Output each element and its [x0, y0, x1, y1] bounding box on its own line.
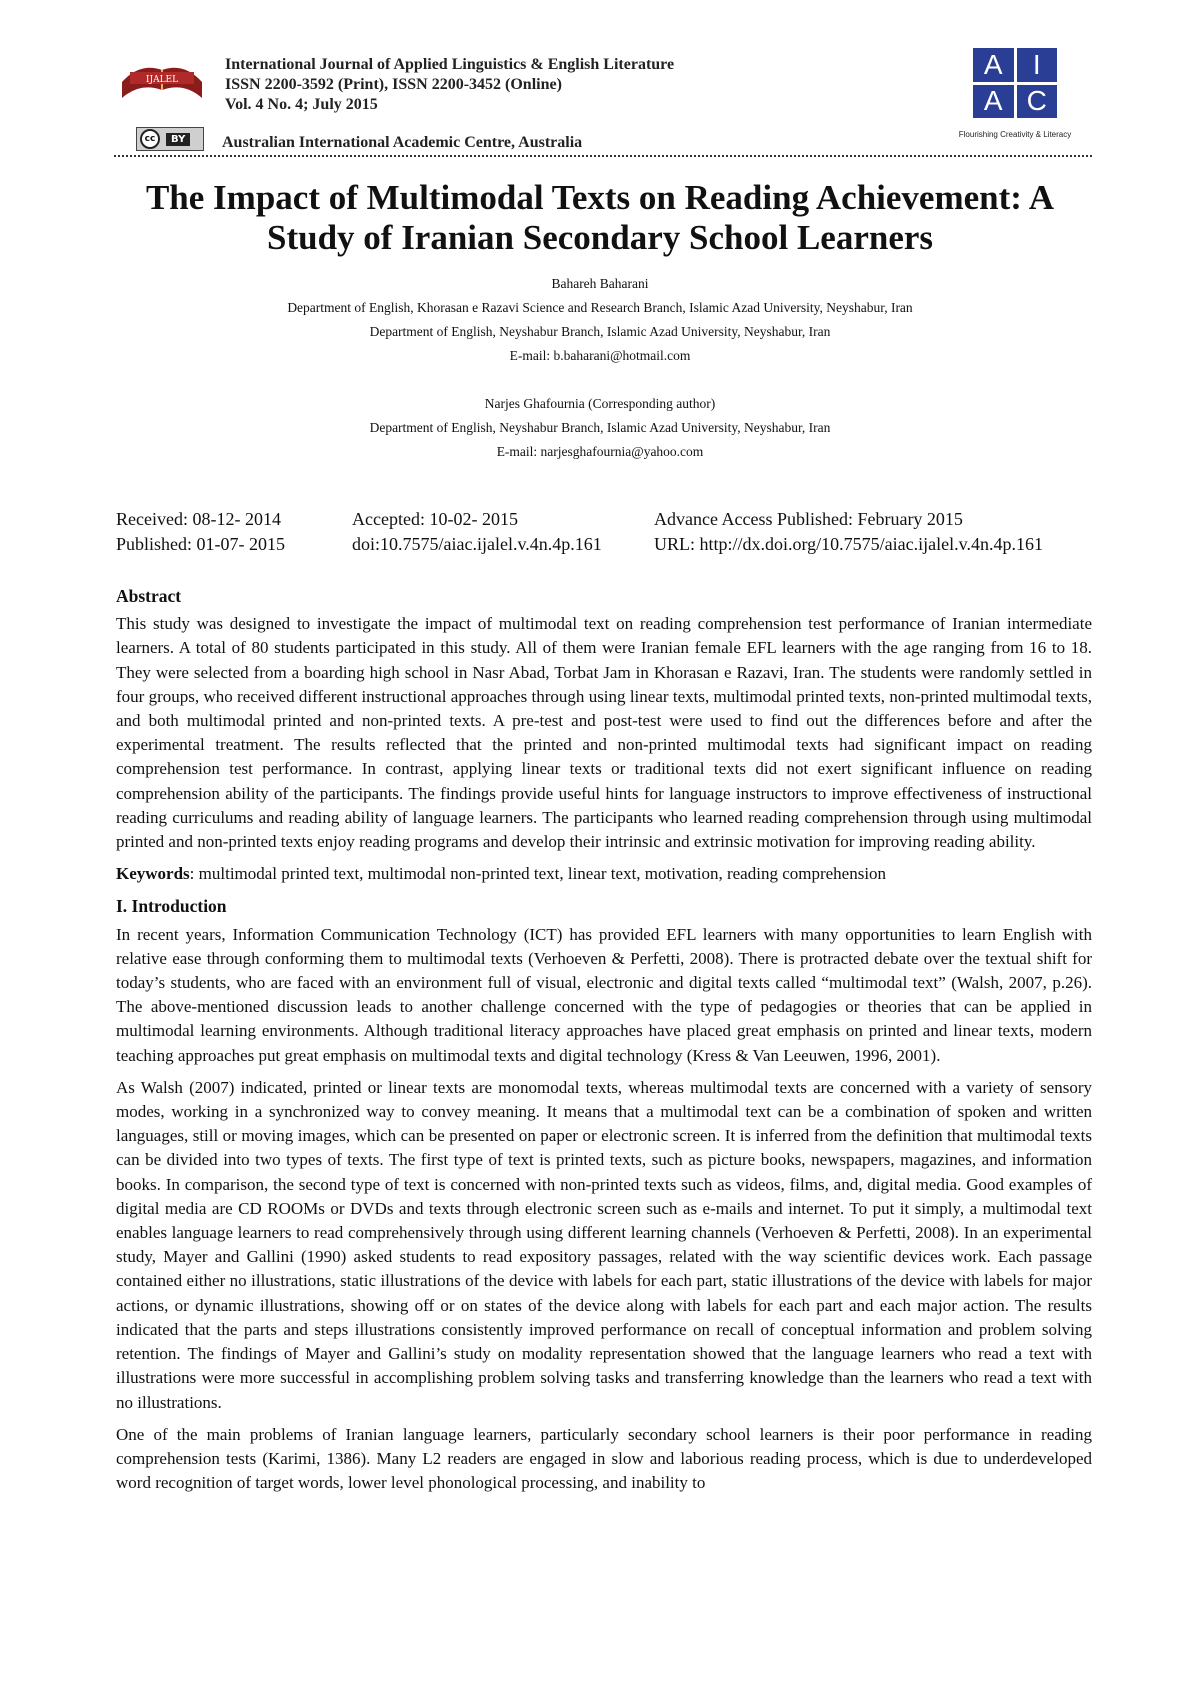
dates-col-2: [352, 507, 602, 557]
dates-col-3: [654, 507, 1043, 557]
ijalel-book-logo-icon: [120, 52, 204, 102]
svg-text:IJALEL: IJALEL: [145, 75, 179, 85]
cc-license-badge: [136, 127, 204, 151]
journal-name: International Journal of Applied Linguistics & English Literature: [225, 56, 675, 73]
aiac-letter: A: [973, 85, 1014, 119]
abstract-text: This study was designed to investigate the impact of multimodal text on reading comprehension test performance of Iranian intermediate learners. A total of 80 students participated in this study. All of them were Iranian female EFL learners with the age ranging from 16 to 18. They were selected from a boarding high school in Nasr Abad, Torbat Jam in Khorasan e Razavi, Iran. The students were randomly settled in four groups, who received different instructional approaches through using linear texts, multimodal printed texts, non-printed multimodal texts, and both multimodal printed and non-printed texts. A pre-test and post-test were used to find out the differences before and after the experimental treatment. The results reflected that the printed and non-printed multimodal texts had significant impact on reading comprehension test performance. In contrast, applying linear texts or traditional texts did not exert significant influence on reading comprehension ability of the participants. The findings provide useful hints for language instructors to improve effectiveness of instructional reading curriculums and reading ability of language learners. The participants who learned reading comprehension through using multimodal printed and non-printed texts enjoy reading programs and develop their intrinsic and extrinsic motivation for improving reading ability.: [116, 614, 1092, 852]
aiac-letter: A: [973, 48, 1014, 82]
header-divider: [114, 155, 1092, 157]
aiac-tagline: Flourishing Creativity & Literacy: [958, 130, 1072, 139]
body-paragraph: As Walsh (2007) indicated, printed or linear texts are monomodal texts, whereas multimodal texts are concerned with a variety of sensory modes, working in a synchronized way to convey meaning. It means that a multimodal text can be a combination of spoken and written languages, still or moving images, which can be presented on paper or electronic screen. It is inferred from the definition that multimodal texts can be divided into two types of texts. The first type of text is printed texts, such as picture books, newspapers, magazines, and information books. In comparison, the second type of text is concerned with non-printed texts such as videos, films, and, digital media. Good examples of digital media are CD ROOMs or DVDs and texts through electronic screen such as e-mails and internet. To put it simply, a multimodal text enables language learners to read comprehensively through using different learning channels (Verhoeven & Perfetti, 2008). In an experimental study, Mayer and Gallini (1990) asked students to read expository passages, related with the way scientific devices work. Each passage contained either no illustrations, static illustrations of the device with labels for each part, static illustrations of the device with labels for major actions, or dynamic illustrations, showing off or on states of the device along with labels for each part and each major action. The results indicated that the parts and steps illustrations consistently improved performance on recall of conceptual information and problem solving retention. The findings of Mayer and Gallini’s study on modality representation showed that the language learners who read a text with illustrations were more successful in accomplishing problem solving tasks and transferring knowledge than the learners who read a text with no illustrations.: [116, 1077, 1092, 1412]
author-affiliation: Department of English, Khorasan e Razavi Science and Research Branch, Islamic Azad University, Neyshabur, Iran: [287, 300, 913, 315]
introduction-heading: I. Introduction: [116, 896, 227, 917]
accepted-date: Accepted: 10-02- 2015: [352, 509, 518, 529]
aiac-letter: I: [1017, 48, 1058, 82]
journal-header: [225, 55, 674, 115]
abstract-heading: Abstract: [116, 586, 182, 606]
by-icon: BY: [166, 133, 190, 146]
published-date: Published: 01-07- 2015: [116, 534, 285, 554]
keywords-line: [116, 862, 1092, 886]
author-email[interactable]: E-mail: narjesghafournia@yahoo.com: [496, 444, 704, 459]
title-line-1: The Impact of Multimodal Texts on Reading Achievement: A: [145, 178, 1055, 217]
author-affiliation: Department of English, Neyshabur Branch, Islamic Azad University, Neyshabur, Iran: [369, 420, 831, 435]
body-paragraph: In recent years, Information Communication Technology (ICT) has provided EFL learners with many opportunities to learn English with relative ease through conforming them to multimodal texts (Verhoeven & Perfetti, 2008). There is protracted debate over the textual shift for today’s students, who are faced with an environment full of visual, electronic and digital texts called “multimodal text” (Walsh, 2007, p.26). The above-mentioned discussion leads to another challenge concerned with the type of pedagogies or theories that can be applied in multimodal learning environments. Although traditional literacy approaches have placed great emphasis on printed and linear texts, modern teaching approaches put great emphasis on multimodal texts and digital technology (Kress & Van Leeuwen, 1996, 2001).: [116, 924, 1092, 1065]
aiac-letter: C: [1017, 85, 1058, 119]
keywords-label: Keywords: [116, 864, 190, 884]
author-affiliation: Department of English, Neyshabur Branch, Islamic Azad University, Neyshabur, Iran: [369, 324, 831, 339]
title-line-2: Study of Iranian Secondary School Learners: [266, 218, 934, 257]
advance-access-date: Advance Access Published: February 2015: [654, 509, 963, 529]
journal-volume: Vol. 4 No. 4; July 2015: [225, 96, 378, 113]
paper-body: [116, 584, 1092, 1503]
publisher-centre: Australian International Academic Centre, Australia: [222, 134, 583, 151]
cc-icon: cc: [140, 129, 160, 149]
doi-text: doi:10.7575/aiac.ijalel.v.4n.4p.161: [352, 534, 602, 554]
received-date: Received: 08-12- 2014: [116, 509, 281, 529]
keywords-text: : multimodal printed text, multimodal non-printed text, linear text, motivation, reading comprehension: [189, 864, 887, 884]
author-block: [100, 272, 1100, 464]
author-name: Bahareh Baharani: [551, 276, 649, 291]
journal-issn: ISSN 2200-3592 (Print), ISSN 2200-3452 (Online): [225, 76, 562, 93]
dates-col-1: [116, 507, 285, 557]
author-email[interactable]: E-mail: b.baharani@hotmail.com: [509, 348, 691, 363]
aiac-logo: [973, 48, 1057, 118]
url-link[interactable]: URL: http://dx.doi.org/10.7575/aiac.ijalel.v.4n.4p.161: [654, 534, 1043, 554]
author-name: Narjes Ghafournia (Corresponding author): [484, 396, 716, 411]
body-paragraph: One of the main problems of Iranian language learners, particularly secondary school learners is their poor performance in reading comprehension tests (Karimi, 1386). Many L2 readers are engaged in slow and laborious reading process, which is due to underdeveloped word recognition of target words, lower level phonological processing, and inability to: [116, 1424, 1092, 1493]
paper-title: [100, 178, 1100, 258]
